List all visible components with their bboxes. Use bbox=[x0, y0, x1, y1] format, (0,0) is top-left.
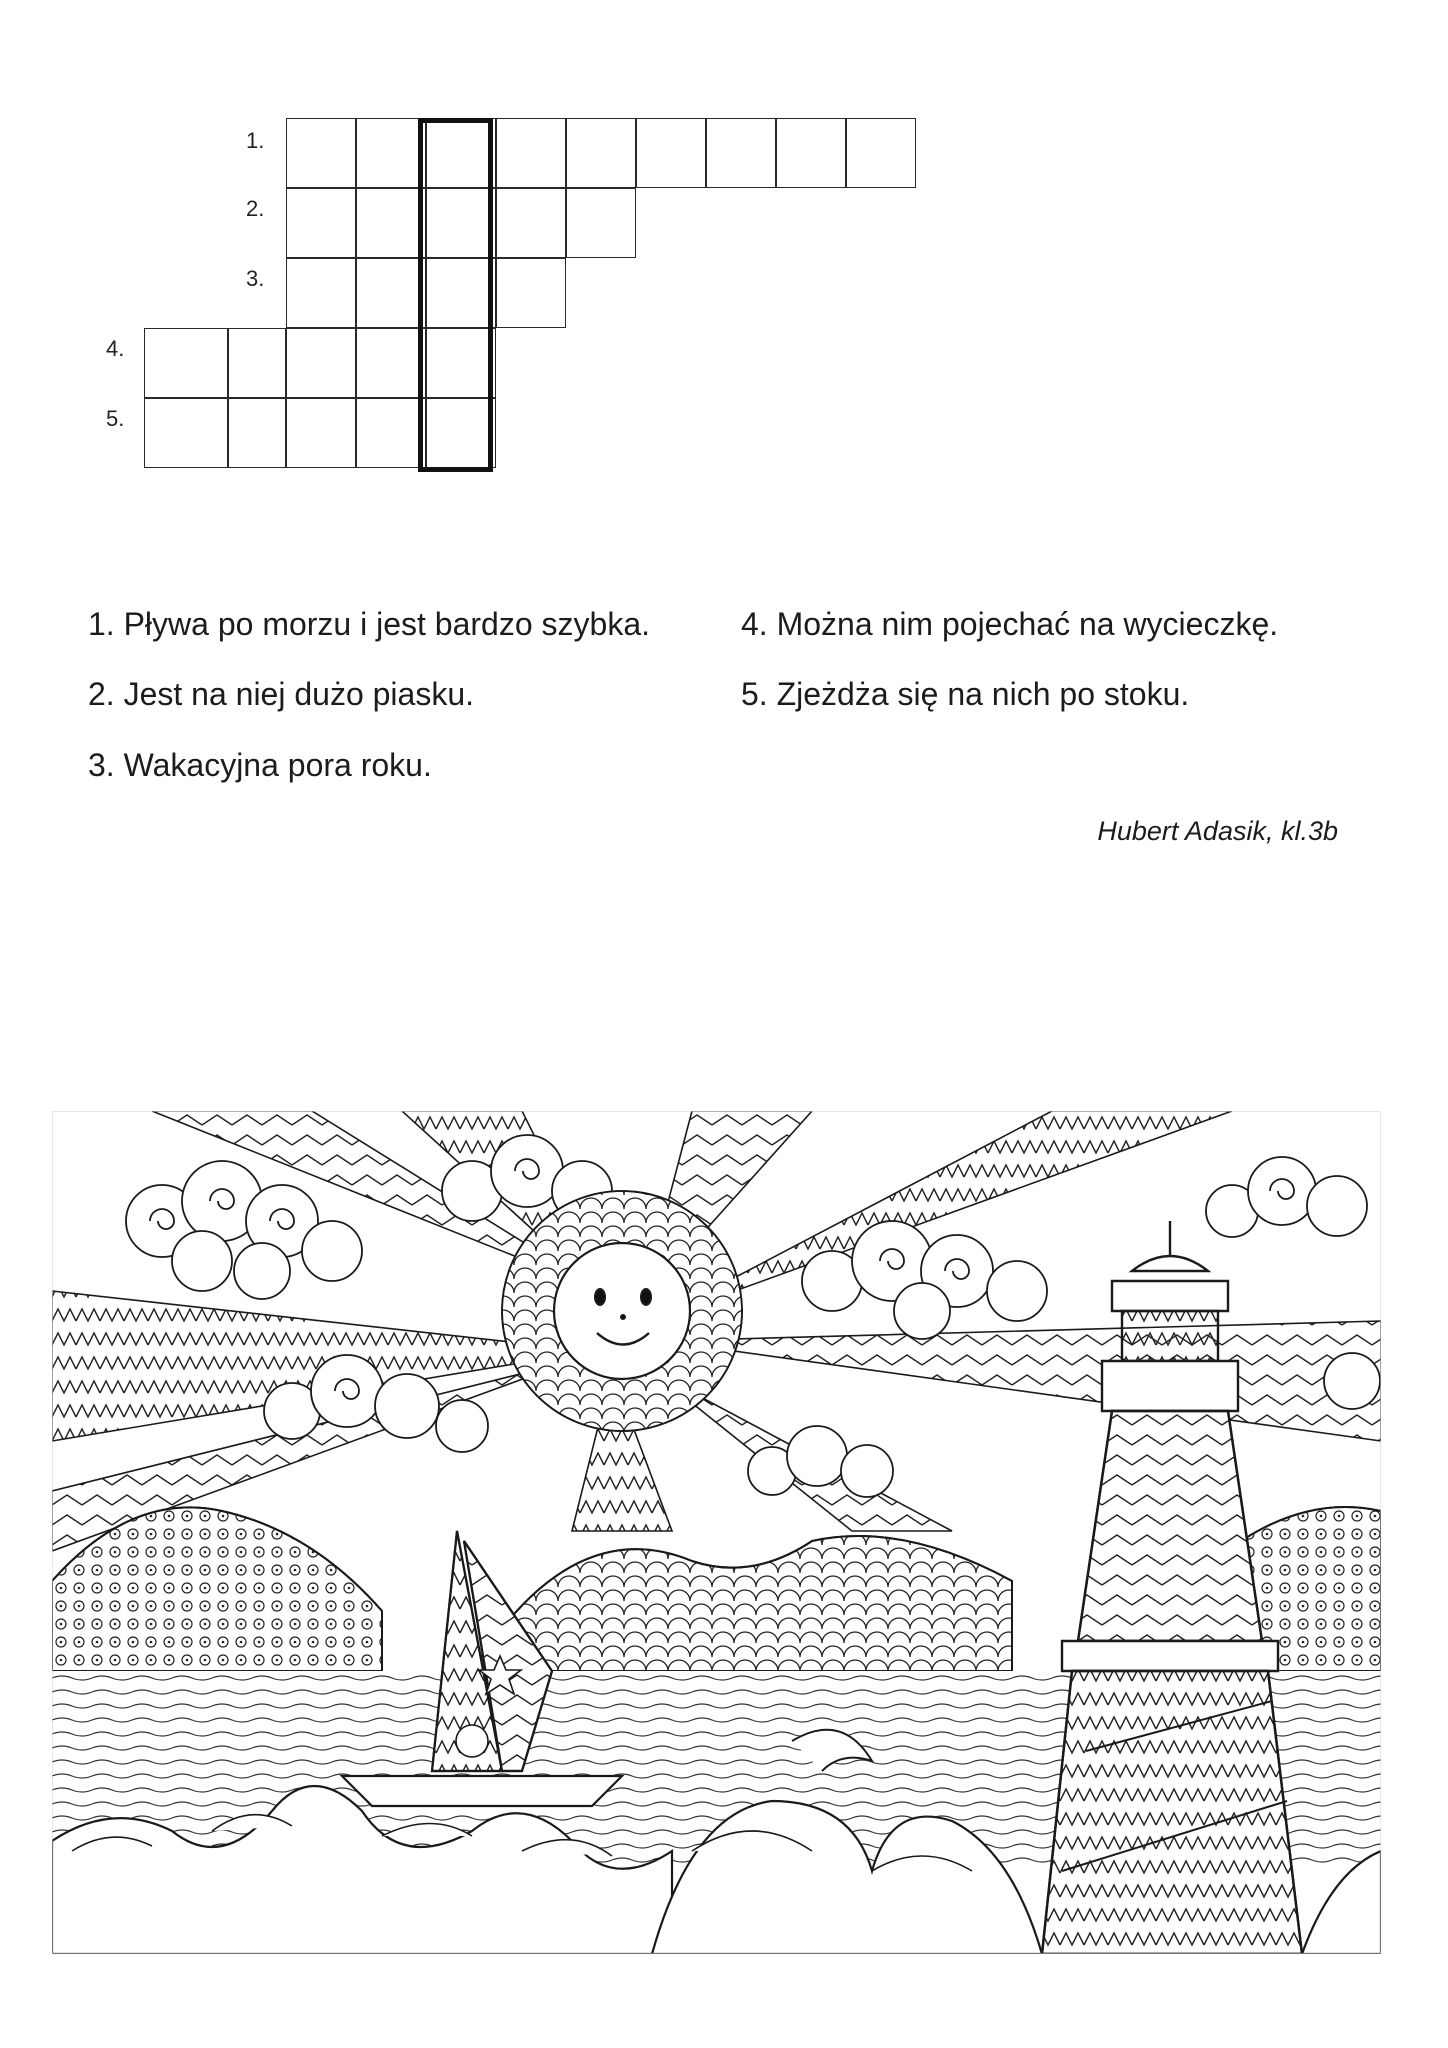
author-signature: Hubert Adasik, kl.3b bbox=[1097, 816, 1338, 846]
crossword-cell[interactable] bbox=[496, 258, 566, 328]
crossword-cell[interactable] bbox=[356, 118, 426, 188]
crossword-cell[interactable] bbox=[426, 258, 496, 328]
clue-5: 5. Zjeżdża się na nich po stoku. bbox=[741, 676, 1190, 712]
row-number-1: 1. bbox=[246, 128, 265, 153]
clue-4: 4. Można nim pojechać na wycieczkę. bbox=[741, 606, 1279, 642]
crossword-cell[interactable] bbox=[144, 328, 228, 398]
crossword-grid bbox=[0, 0, 1448, 480]
crossword-cell[interactable] bbox=[356, 398, 426, 468]
clue-1: 1. Pływa po morzu i jest bardzo szybka. bbox=[88, 606, 651, 642]
row-number-2: 2. bbox=[246, 196, 265, 221]
crossword-cell[interactable] bbox=[228, 398, 286, 468]
crossword-cell[interactable] bbox=[566, 118, 636, 188]
row-number-3: 3. bbox=[246, 266, 265, 291]
crossword-cell[interactable] bbox=[356, 258, 426, 328]
crossword-cell[interactable] bbox=[776, 118, 846, 188]
crossword-cell[interactable] bbox=[426, 118, 496, 188]
crossword-cell[interactable] bbox=[496, 188, 566, 258]
crossword-cell[interactable] bbox=[286, 118, 356, 188]
row-number-4: 4. bbox=[106, 336, 125, 361]
crossword-cell[interactable] bbox=[426, 328, 496, 398]
clue-3: 3. Wakacyjna pora roku. bbox=[88, 747, 432, 783]
illustration-art bbox=[52, 1111, 1381, 1954]
crossword-cell[interactable] bbox=[286, 188, 356, 258]
crossword-cell[interactable] bbox=[286, 328, 356, 398]
crossword-cell[interactable] bbox=[286, 258, 356, 328]
crossword-cell[interactable] bbox=[706, 118, 776, 188]
crossword-cell[interactable] bbox=[496, 118, 566, 188]
row-number-5: 5. bbox=[106, 406, 125, 431]
crossword-cell[interactable] bbox=[426, 398, 496, 468]
crossword-cell[interactable] bbox=[228, 328, 286, 398]
coloring-illustration bbox=[52, 1111, 1381, 1954]
clue-2: 2. Jest na niej dużo piasku. bbox=[88, 676, 475, 712]
crossword-cell[interactable] bbox=[286, 398, 356, 468]
crossword-cell[interactable] bbox=[426, 188, 496, 258]
sun bbox=[502, 1191, 742, 1431]
crossword-cell[interactable] bbox=[356, 188, 426, 258]
crossword-cell[interactable] bbox=[566, 188, 636, 258]
crossword-cell[interactable] bbox=[636, 118, 706, 188]
crossword-cell[interactable] bbox=[144, 398, 228, 468]
crossword-cell[interactable] bbox=[846, 118, 916, 188]
crossword-cell[interactable] bbox=[356, 328, 426, 398]
